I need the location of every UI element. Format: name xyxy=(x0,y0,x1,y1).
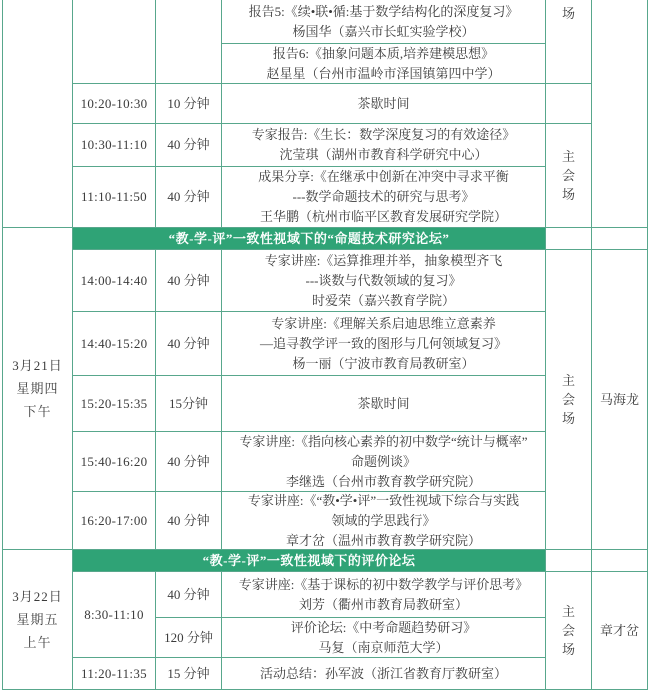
host-cell-empty xyxy=(592,228,648,250)
session-speaker: 沈莹琪（湖州市教育科学研究中心） xyxy=(279,147,488,162)
date-cell-mar22-am xyxy=(3,550,73,690)
session-title: 专家讲座:《“教•学•评”一致性视域下综合与实践 xyxy=(247,492,520,508)
session-title: 专家讲座:《基于课标的初中数学教学与评价思考》 xyxy=(238,576,529,592)
session-title: 报告6:《抽象问题本质,培养建模思想》 xyxy=(272,45,495,61)
venue-cell-main-hall xyxy=(546,124,592,228)
time-text: 8:30-11:10 xyxy=(84,606,144,622)
venue-text: 主会场 xyxy=(561,604,575,657)
session-title: 活动总结：孙军波（浙江省教育厅教研室） xyxy=(259,665,507,681)
session-cell-achievement-share xyxy=(222,167,546,228)
session-title: 茶歇时间 xyxy=(357,395,410,411)
time-text: 10:30-11:10 xyxy=(80,137,148,152)
venue-cell-empty xyxy=(546,550,592,572)
session-title: 专家讲座:《指向核心素养的初中数学“统计与概率” xyxy=(239,433,528,449)
duration-cell xyxy=(156,312,222,376)
host-cell-empty xyxy=(592,550,648,572)
session-cell-lecture1 xyxy=(222,250,546,312)
time-cell xyxy=(73,84,156,124)
session-speaker: 王华鹏（杭州市临平区教育发展研究学院） xyxy=(259,209,507,224)
time-cell xyxy=(73,658,156,690)
time-cell xyxy=(73,167,156,228)
venue-cell-main-hall xyxy=(546,250,592,550)
host-name: 章才岔 xyxy=(599,622,639,638)
duration-text: 40 分钟 xyxy=(167,272,210,288)
session-speaker: 杨一丽（宁波市教育局教研室） xyxy=(292,355,475,371)
session-speaker: 杨国华（嘉兴市长虹实验学校） xyxy=(292,23,475,39)
session-cell-lecture3 xyxy=(222,432,546,492)
time-cell-empty xyxy=(73,0,156,84)
conference-schedule-table xyxy=(2,0,648,690)
session-title: 报告5:《续•联•循:基于数学结构化的深度复习》 xyxy=(248,3,519,19)
time-text: 10:20-10:30 xyxy=(80,95,148,111)
duration-text: 15分钟 xyxy=(168,395,208,411)
duration-cell xyxy=(156,432,222,492)
duration-text: 40 分钟 xyxy=(167,189,210,204)
date-cell-empty xyxy=(3,0,73,228)
section-header-evaluation-forum xyxy=(73,550,546,572)
session-speaker: 刘芳（衢州市教育局教研室） xyxy=(298,596,468,612)
venue-cell-empty xyxy=(546,84,592,124)
time-cell xyxy=(73,250,156,312)
session-cell-eval-forum xyxy=(222,618,546,658)
duration-cell xyxy=(156,250,222,312)
duration-text: 120 分钟 xyxy=(164,629,213,645)
host-cell-empty xyxy=(592,0,648,228)
session-title: 茶歇时间 xyxy=(357,95,410,111)
time-cell xyxy=(73,432,156,492)
time-cell xyxy=(73,492,156,550)
duration-cell xyxy=(156,167,222,228)
section-header-text: “教-学-评”一致性视域下的评价论坛 xyxy=(202,552,416,568)
session-speaker: 李继选（台州市教育教学研究院） xyxy=(285,473,481,489)
session-cell-teabreak xyxy=(222,84,546,124)
time-text: 15:40-16:20 xyxy=(80,453,148,469)
duration-text: 10 分钟 xyxy=(167,95,210,111)
duration-text: 40 分钟 xyxy=(167,335,210,351)
time-text: 15:20-15:35 xyxy=(80,395,148,411)
host-cell-mahailong xyxy=(592,250,648,550)
session-speaker: 时爱荣（嘉兴教育学院） xyxy=(311,292,455,308)
duration-cell xyxy=(156,618,222,658)
session-title-line2: ---数学命题技术的研究与思考》 xyxy=(292,189,475,204)
duration-text: 40 分钟 xyxy=(167,586,210,602)
duration-cell xyxy=(156,376,222,432)
session-title: 成果分享:《在继承中创新在冲突中寻求平衡 xyxy=(258,169,509,184)
session-cell-lecture2 xyxy=(222,312,546,376)
host-name: 马海龙 xyxy=(599,391,639,407)
session-cell-report5 xyxy=(222,0,546,44)
duration-text: 40 分钟 xyxy=(167,137,210,152)
session-title: 评价论坛:《中考命题趋势研习》 xyxy=(290,619,477,635)
weekday-line: 星期五 xyxy=(16,612,59,627)
session-cell-teabreak2 xyxy=(222,376,546,432)
venue-text: 场 xyxy=(561,6,575,21)
duration-cell xyxy=(156,84,222,124)
session-cell-expert-report xyxy=(222,124,546,167)
section-header-proposition-forum xyxy=(73,228,546,250)
session-speaker: 马复（南京师范大学） xyxy=(318,639,449,655)
venue-cell-main-hall xyxy=(546,572,592,690)
time-cell xyxy=(73,124,156,167)
time-cell xyxy=(73,312,156,376)
session-title-line2: —追寻教学评一致的图形与几何领域复习》 xyxy=(259,335,507,351)
date-line: 3月22日 xyxy=(12,589,63,604)
duration-text: 40 分钟 xyxy=(167,512,210,528)
session-title: 专家讲座:《运算推理并举，抽象模型齐飞 xyxy=(264,252,503,268)
session-speaker: 章才岔（温州市教育教学研究院） xyxy=(285,532,481,548)
duration-cell xyxy=(156,492,222,550)
session-title-line2: 命题例谈》 xyxy=(350,453,416,469)
venue-text: 主会场 xyxy=(561,149,575,202)
time-text: 14:00-14:40 xyxy=(80,272,148,288)
session-cell-lecture5 xyxy=(222,572,546,618)
time-text: 11:10-11:50 xyxy=(81,189,147,204)
time-cell-merged xyxy=(73,572,156,658)
time-text: 16:20-17:00 xyxy=(80,512,148,528)
duration-text: 15 分钟 xyxy=(167,665,210,681)
venue-text: 主会场 xyxy=(561,373,575,426)
session-cell-lecture4 xyxy=(222,492,546,550)
duration-cell xyxy=(156,572,222,618)
venue-cell-empty xyxy=(546,228,592,250)
session-title: 专家报告:《生长：数学深度复习的有效途径》 xyxy=(251,127,516,142)
time-text: 11:20-11:35 xyxy=(81,665,147,681)
duration-cell xyxy=(156,124,222,167)
date-line: 3月21日 xyxy=(12,358,63,373)
weekday-line: 星期四 xyxy=(16,381,59,396)
session-title-line2: ---谈数与代数领域的复习》 xyxy=(305,272,462,288)
host-cell-zhangcaicha xyxy=(592,572,648,690)
date-cell-mar21-pm xyxy=(3,228,73,550)
duration-cell-empty xyxy=(156,0,222,84)
section-header-text: “教-学-评”一致性视域下的“命题技术研究论坛” xyxy=(168,230,450,246)
session-speaker: 赵星星（台州市温岭市泽国镇第四中学） xyxy=(266,65,501,81)
period-line: 上午 xyxy=(23,635,52,650)
time-cell xyxy=(73,376,156,432)
duration-cell xyxy=(156,658,222,690)
venue-cell-partial xyxy=(546,0,592,84)
session-title-line2: 领域的学思践行》 xyxy=(331,512,436,528)
session-title: 专家讲座:《理解关系启迪思维立意素养 xyxy=(271,315,496,331)
session-cell-summary xyxy=(222,658,546,690)
duration-text: 40 分钟 xyxy=(167,453,210,469)
time-text: 14:40-15:20 xyxy=(80,335,148,351)
period-line: 下午 xyxy=(23,404,52,419)
session-cell-report6 xyxy=(222,44,546,84)
